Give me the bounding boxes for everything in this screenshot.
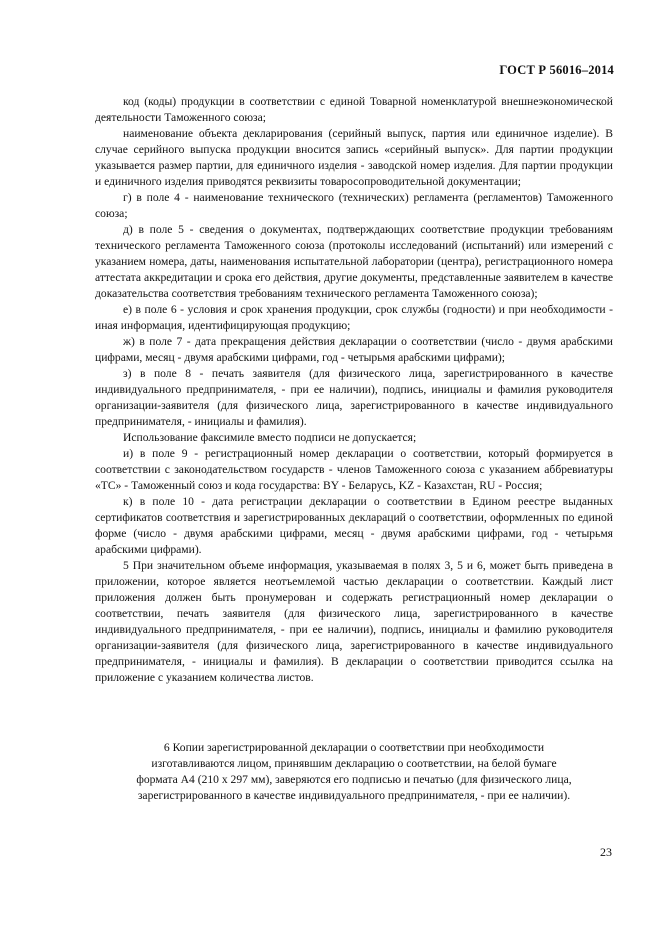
paragraph-field-5: д) в поле 5 - сведения о документах, подтверждающих соответствие продукции требованиям технического регламента Таможенного союза (протоколы исследований (испытаний) или измерений с указанием номера, даты, наименования испытательной лаборатории (центра), регистрационного номера аттестата аккредитации и срока его действия, другие документы, представленные заявителем в качестве доказательства соответствия требованиям технического регламента Таможенного союза); [95,223,613,300]
note-6-block [95,740,613,804]
note-6-line: изготавливаются лицом, принявшим декларацию о соответствии, на белой бумаге [151,757,557,770]
paragraph-field-6: е) в поле 6 - условия и срок хранения продукции, срок службы (годности) и при необходимости - иная информация, идентифицирующая продукцию; [95,303,613,332]
page-number: 23 [600,845,612,859]
paragraph-note-5: 5 При значительном объеме информация, указываемая в полях 3, 5 и 6, может быть приведена в приложении, которое является неотъемлемой частью декларации о соответствии. Каждый лист приложения должен быть пронумерован и содержать регистрационный номер декларации о соответствии, печать заявителя (для физического лица, зарегистрированного в качестве индивидуального предпринимателя, - при ее наличии), подпись, инициалы и фамилию руководителя организации-заявителя (для физического лица, зарегистрированного в качестве индивидуального предпринимателя, - инициалы и фамилия). В декларации о соответствии приводится ссылка на приложение с указанием количества листов. [95,559,613,684]
document-body [95,94,613,686]
paragraph-field-10: к) в поле 10 - дата регистрации декларации о соответствии в Едином реестре выданных сертификатов соответствия и зарегистрированных деклараций о соответствии, оформленных по единой форме (число - двумя арабскими цифрами, месяц - двумя арабскими цифрами, год - четырьмя арабскими цифрами). [95,495,613,556]
paragraph-object-name: наименование объекта декларирования (серийный выпуск, партия или единичное изделие). В случае серийного выпуска продукции вносится запись «серийный выпуск». Для партии продукции указывается размер партии, для единичного изделия - заводской номер изделия. Для партии продукции и единичного изделия приводятся реквизиты товаросопроводительной документации; [95,127,613,188]
document-header: ГОСТ Р 56016–2014 [499,63,614,77]
paragraph-field-7: ж) в поле 7 - дата прекращения действия декларации о соответствии (число - двумя арабскими цифрами, месяц - двумя арабскими цифрами, год - четырьмя арабскими цифрами); [95,335,613,364]
paragraph-field-9: и) в поле 9 - регистрационный номер декларации о соответствии, который формируется в соответствии с законодательством государств - членов Таможенного союза с указанием аббревиатуры «ТС» - Таможенный союз и кода государства: BY - Беларусь, KZ - Казахстан, RU - Россия; [95,447,613,492]
note-6-line: зарегистрированного в качестве индивидуального предпринимателя, - при ее наличии). [137,789,571,802]
paragraph-product-code: код (коды) продукции в соответствии с единой Товарной номенклатурой внешнеэкономической деятельности Таможенного союза; [95,95,613,124]
paragraph-field-4: г) в поле 4 - наименование технического (технических) регламента (регламентов) Таможенного союза; [95,191,613,220]
note-6-line: формата А4 (210 х 297 мм), заверяются его подписью и печатью (для физического лица, [136,773,572,786]
paragraph-facsimile-note: Использование факсимиле вместо подписи не допускается; [123,431,417,444]
note-6-line: 6 Копии зарегистрированной декларации о соответствии при необходимости [163,741,545,754]
paragraph-field-8: з) в поле 8 - печать заявителя (для физического лица, зарегистрированного в качестве индивидуального предпринимателя, - при ее наличии), подпись, инициалы и фамилия руководителя организации-заявителя (для физического лица, зарегистрированного в качестве индивидуального предпринимателя, - инициалы и фамилия). [95,367,613,428]
